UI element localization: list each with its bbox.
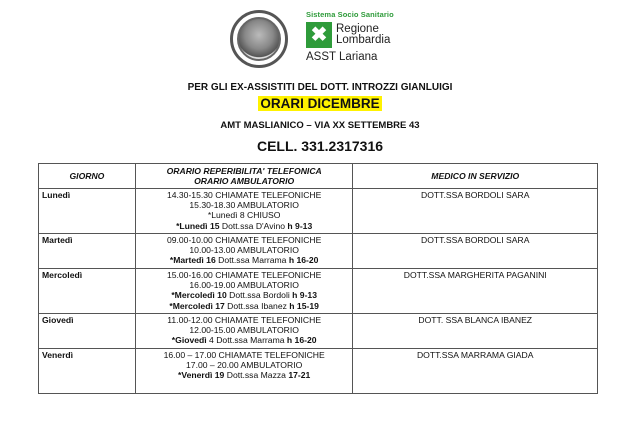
- day-cell: Martedì: [39, 234, 136, 269]
- address-line: AMT MASLIANICO – VIA XX SETTEMBRE 43: [220, 120, 420, 131]
- hours-line: 15.30-18.30 AMBULATORIO: [189, 200, 299, 211]
- exception-day: *Giovedì: [171, 335, 207, 346]
- hours-line: 11.00-12.00 CHIAMATE TELEFONICHE: [167, 315, 322, 325]
- header-day: GIORNO: [39, 164, 136, 189]
- hours-line: 09.00-10.00 CHIAMATE TELEFONICHE: [166, 235, 322, 245]
- hours-cell: [135, 314, 353, 349]
- table-row: [39, 314, 598, 349]
- substitute-doctor: Dott.ssa Mazza: [224, 370, 289, 381]
- schedule-table: [38, 163, 598, 394]
- exception-hours: h 15-19: [289, 300, 319, 311]
- day-cell: Giovedì: [39, 314, 136, 349]
- hours-line: 12.00-15.00 AMBULATORIO: [189, 325, 299, 336]
- exception-day: *Mercoledì 17: [169, 300, 225, 311]
- hours-cell: [135, 189, 353, 234]
- hospital-seal-logo: [230, 10, 288, 68]
- header-doctor: MEDICO IN SERVIZIO: [353, 164, 598, 189]
- hours-cell: [135, 234, 353, 269]
- table-header-row: [39, 164, 598, 189]
- substitute-doctor: Dott.ssa Bordoli: [226, 290, 293, 301]
- exception-day: *Venerdì 19: [178, 370, 225, 381]
- exception-day: *Lunedì 15: [176, 220, 220, 231]
- logos: [228, 8, 428, 70]
- hours-cell: [135, 349, 353, 394]
- substitute-doctor: Dott.ssa Ibanez: [224, 300, 290, 311]
- table-row: [39, 189, 598, 234]
- day-cell: Lunedì: [39, 189, 136, 234]
- hours-line: 17.00 – 20.00 AMBULATORIO: [186, 360, 303, 371]
- hours-line: [139, 370, 350, 380]
- table-row: [39, 234, 598, 269]
- table-row: [39, 269, 598, 314]
- doctor-cell: DOTT.SSA BORDOLI SARA: [353, 189, 598, 234]
- header-hours-line2: ORARIO AMBULATORIO: [194, 176, 295, 186]
- hours-line: [139, 255, 350, 265]
- day-cell: Venerdì: [39, 349, 136, 394]
- exception-hours: h 16-20: [286, 335, 317, 346]
- doctor-cell: DOTT.SSA MARGHERITA PAGANINI: [353, 269, 598, 314]
- hours-line: 16.00 – 17.00 CHIAMATE TELEFONICHE: [163, 350, 325, 360]
- hours-line: *Lunedì 8 CHIUSO: [207, 210, 281, 221]
- regione-lombardia-logo: [306, 10, 394, 63]
- table-row: [39, 349, 598, 394]
- exception-hours: h 9-13: [292, 290, 317, 301]
- phone-line: CELL. 331.2317316: [256, 138, 384, 154]
- exception-hours: h 9-13: [287, 220, 313, 231]
- hours-line: [139, 335, 350, 345]
- hours-line: 15.00-16.00 CHIAMATE TELEFONICHE: [166, 270, 322, 280]
- hours-line: [139, 301, 350, 311]
- substitute-doctor: 4 Dott.ssa Marrama: [206, 335, 287, 346]
- substitute-doctor: Dott.ssa Marrama: [215, 255, 289, 266]
- doctor-cell: DOTT.SSA MARRAMA GIADA: [353, 349, 598, 394]
- substitute-doctor: Dott.ssa D'Avino: [219, 220, 288, 231]
- rosa-camuna-icon: ✖: [306, 22, 332, 48]
- hours-line: 16.00-19.00 AMBULATORIO: [189, 280, 299, 291]
- asst-name: ASST Lariana: [306, 51, 378, 63]
- hours-cell: [135, 269, 353, 314]
- hours-line: 10.00-13.00 AMBULATORIO: [189, 245, 299, 256]
- page-title: [0, 96, 640, 111]
- exception-hours: 17-21: [288, 370, 311, 381]
- hours-line: [139, 221, 350, 231]
- day-cell: Mercoledì: [39, 269, 136, 314]
- exception-day: *Mercoledì 10: [171, 290, 227, 301]
- exception-hours: h 16-20: [288, 255, 319, 266]
- region-name-line1: Regione: [336, 23, 379, 35]
- seal-emblem-icon: [237, 17, 281, 61]
- header-hours: [135, 164, 353, 189]
- header-hours-line1: ORARIO REPERIBILITA' TELEFONICA: [166, 165, 322, 176]
- hours-line: [139, 290, 350, 300]
- intro-line: PER GLI EX-ASSISTITI DEL DOTT. INTROZZI GIANLUIGI: [187, 82, 453, 93]
- exception-day: *Martedì 16: [169, 255, 216, 266]
- page-title-text: ORARI DICEMBRE: [260, 96, 380, 111]
- region-subtitle: Sistema Socio Sanitario: [306, 10, 394, 19]
- hours-line: 14.30-15.30 CHIAMATE TELEFONICHE: [166, 190, 322, 200]
- doctor-cell: DOTT.SSA BORDOLI SARA: [353, 234, 598, 269]
- region-name-line2: Lombardia: [336, 34, 391, 46]
- doctor-cell: DOTT. SSA BLANCA IBANEZ: [353, 314, 598, 349]
